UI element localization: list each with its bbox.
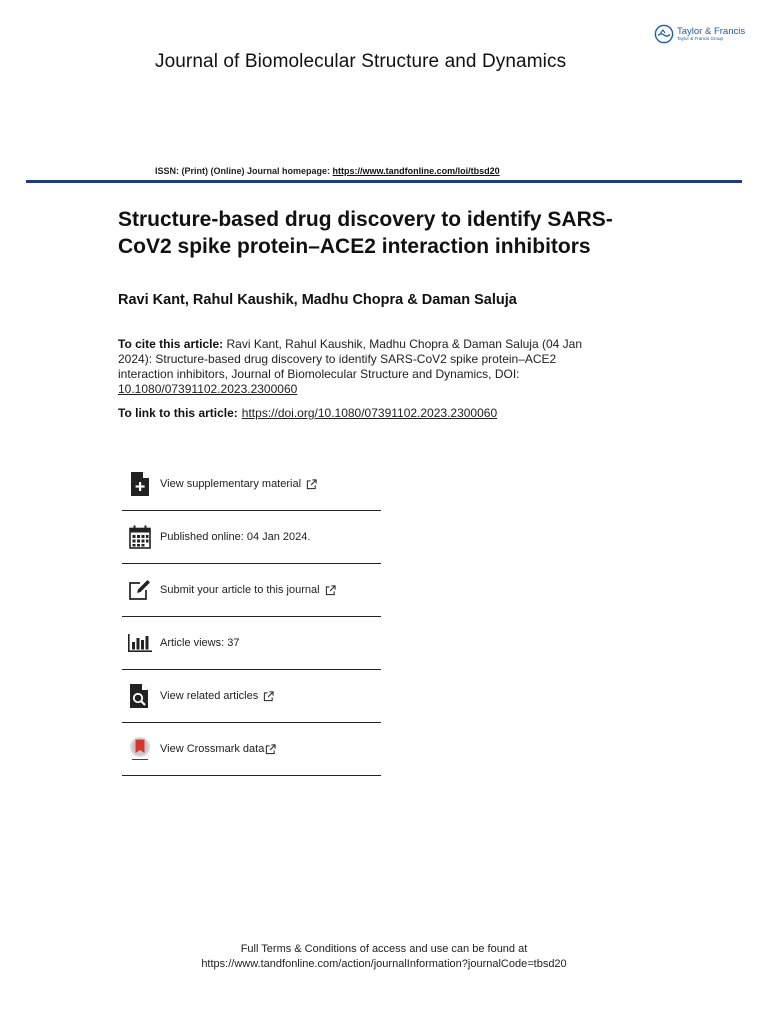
footer	[0, 942, 768, 972]
search-document-icon	[127, 683, 153, 709]
taylor-francis-logo-icon	[654, 24, 674, 44]
external-link-icon	[263, 691, 274, 702]
info-item-submit[interactable]	[122, 564, 381, 617]
supplementary-file-icon	[127, 471, 153, 497]
article-doi-link[interactable]: https://doi.org/10.1080/07391102.2023.2300060	[241, 406, 498, 420]
article-authors: Ravi Kant, Rahul Kaushik, Madhu Chopra & Daman Saluja	[118, 292, 517, 308]
journal-title: Journal of Biomolecular Structure and Dynamics	[155, 51, 567, 72]
footer-terms-text: Full Terms & Conditions of access and use can be found at	[240, 943, 528, 955]
citation-block	[118, 337, 608, 397]
publisher-logo[interactable]	[654, 22, 746, 46]
publisher-name: Taylor & Francis	[677, 25, 746, 37]
info-label: View supplementary material	[160, 478, 302, 490]
bar-chart-icon	[127, 630, 153, 656]
info-item-published	[122, 511, 381, 564]
edit-icon	[127, 577, 153, 603]
info-label: View Crossmark data	[160, 743, 265, 755]
external-link-icon	[325, 585, 336, 596]
issn-line	[155, 166, 500, 176]
article-info-list	[122, 458, 381, 776]
citation-text: Ravi Kant, Rahul Kaushik, Madhu Chopra & Daman Saluja (04 Jan 2024): Structure-based drug discovery to identify SARS-CoV2 spike protein–ACE2 interaction inhibitors, Journal of Biomolecular Structure and Dynamics, DOI:	[118, 337, 583, 381]
article-link-block	[118, 406, 497, 420]
info-item-crossmark[interactable]	[122, 723, 381, 776]
article-link-label: To link to this article:	[118, 406, 238, 420]
crossmark-icon	[127, 736, 153, 762]
citation-doi-link[interactable]: 10.1080/07391102.2023.2300060	[118, 382, 298, 396]
calendar-icon	[127, 524, 153, 550]
info-item-related[interactable]	[122, 670, 381, 723]
journal-homepage-link[interactable]: https://www.tandfonline.com/loi/tbsd20	[332, 166, 500, 176]
info-item-views	[122, 617, 381, 670]
info-label: Article views: 37	[160, 637, 240, 649]
header-divider	[26, 180, 742, 183]
info-label: View related articles	[160, 690, 259, 702]
info-item-supplementary[interactable]	[122, 458, 381, 511]
footer-terms-link[interactable]: https://www.tandfonline.com/action/journalInformation?journalCode=tbsd20	[201, 958, 567, 970]
external-link-icon	[306, 479, 317, 490]
issn-prefix: ISSN: (Print) (Online) Journal homepage:	[155, 166, 333, 176]
publisher-group: Taylor & Francis Group	[677, 36, 724, 41]
info-label: Submit your article to this journal	[160, 584, 320, 596]
article-title: Structure-based drug discovery to identify SARS-CoV2 spike protein–ACE2 interaction inhibitors	[118, 208, 613, 258]
external-link-icon	[265, 744, 276, 755]
info-label: Published online: 04 Jan 2024.	[160, 531, 311, 543]
citation-label: To cite this article:	[118, 337, 224, 351]
